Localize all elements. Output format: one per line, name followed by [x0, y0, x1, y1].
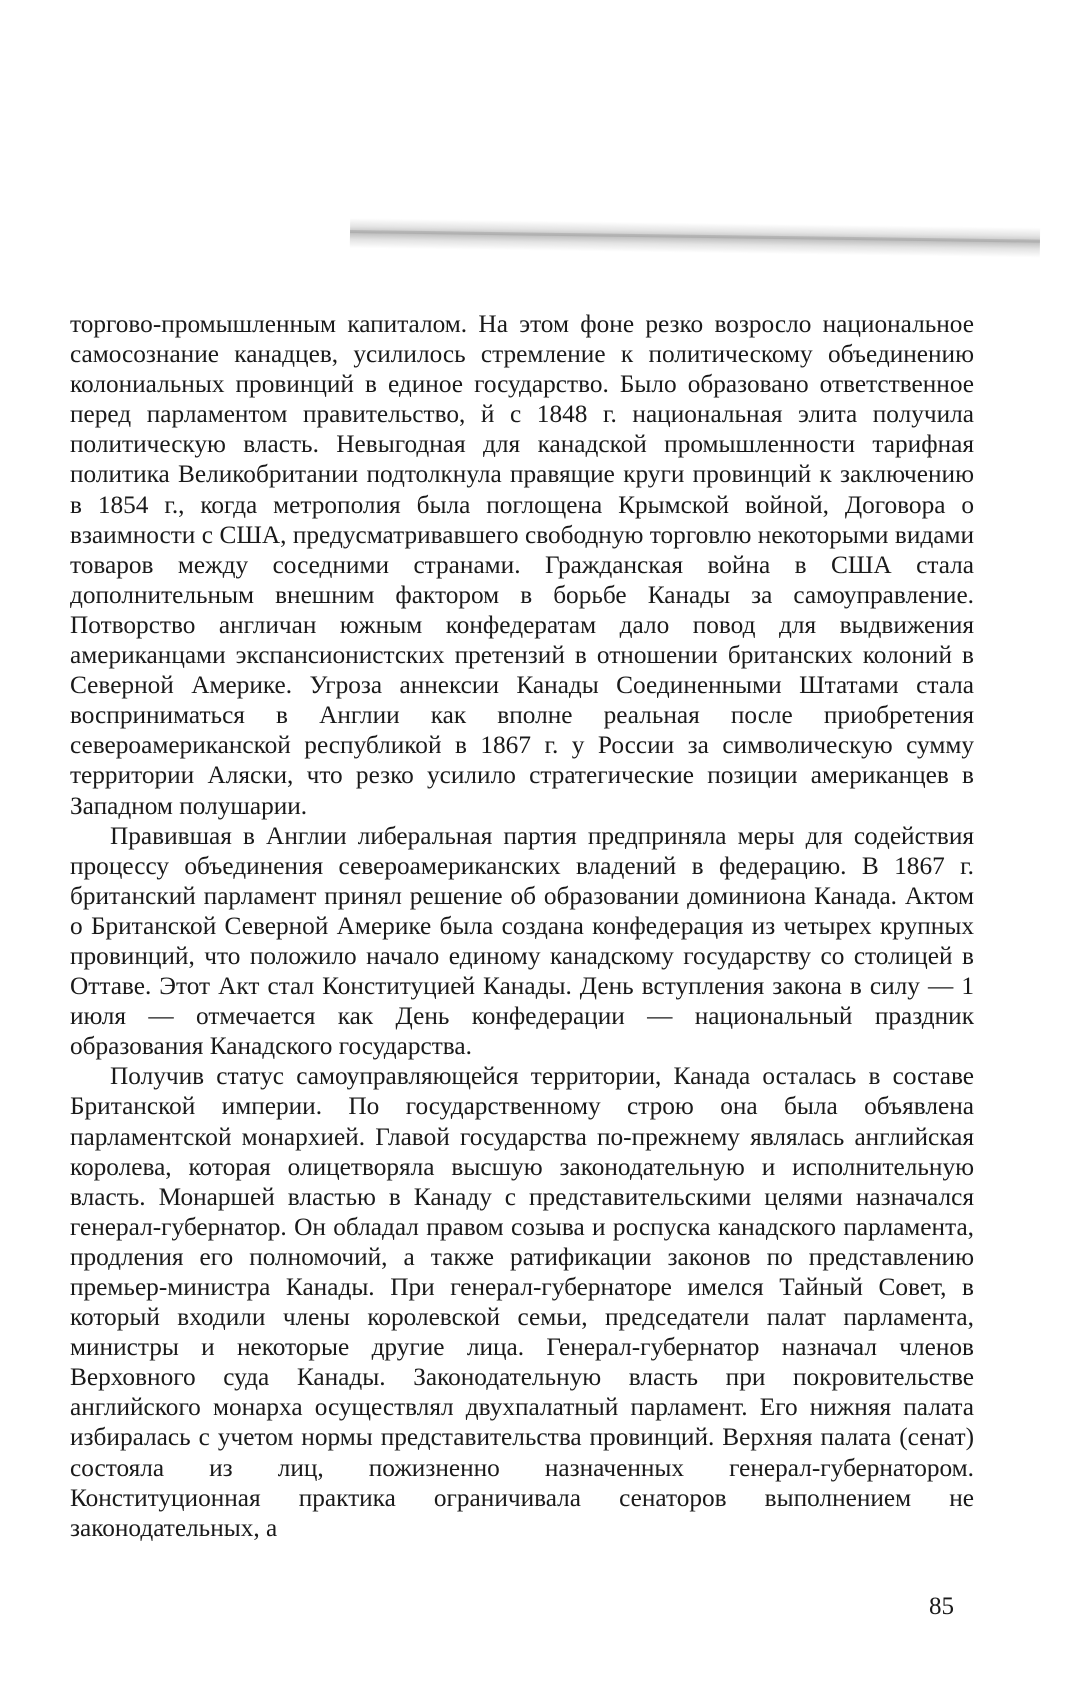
paragraph-1: торгово-промышленным капиталом. На этом фоне резко возросло национальное самосознание канадцев, усилилось стремление к политическому объединению колониальных провинций в единое государство. Было образовано ответственное перед парламентом правительство, й с 1848 г. национальная элита получила политическую власть. Невыгодная для канадской промышленности тарифная политика Великобритании подтолкнула правящие круги провинций к заключению в 1854 г., когда метрополия была поглощена Крымской войной, Договора о взаимности с США, предусматривавшего свободную торговлю некоторыми видами товаров между соседними странами. Гражданская война в США стала дополнительным внешним фактором в борьбе Канады за самоуправление. Потворство англичан южным конфедератам дало повод для выдвижения американцами экспансионистских претензий в отношении британских колоний в Северной Америке. Угроза аннексии Канады Соединенными Штатами стала восприниматься в Англии как вполне реальная после приобретения североамериканской республикой в 1867 г. у России за символическую сумму территории Аляски, что резко усилило стратегические позиции американцев в Западном полушарии.	[70, 310, 974, 820]
scan-artifact-streak	[350, 218, 1040, 258]
page-number: 85	[929, 1593, 954, 1620]
document-body	[70, 309, 974, 1543]
paragraph-3: Получив статус самоуправляющейся территории, Канада осталась в составе Британской империи. По государственному строю она была объявлена парламентской монархией. Главой государства по-прежнему являлась английская королева, которая олицетворяла высшую законодательную и исполнительную власть. Монаршей властью в Канаду с представительскими целями назначался генерал-губернатор. Он обладал правом созыва и роспуска канадского парламента, продления его полномочий, а также ратификации законов по представлению премьер-министра Канады. При генерал-губернаторе имелся Тайный Совет, в который входили члены королевской семьи, председатели палат парламента, министры и некоторые другие лица. Генерал-губернатор назначал членов Верховного суда Канады. Законодательную власть при покровительстве английского монарха осуществлял двухпалатный парламент. Его нижняя палата избиралась с учетом нормы представительства провинций. Верхняя палата (сенат) состояла из лиц, пожизненно назначенных генерал-губернатором. Конституционная практика ограничивала сенаторов выполнением не законодательных, а	[70, 1062, 974, 1542]
paragraph-2: Правившая в Англии либеральная партия предприняла меры для содействия процессу объединения североамериканских владений в федерацию. В 1867 г. британский парламент принял решение об образовании доминиона Канада. Актом о Британской Северной Америке была создана конфедерация из четырех крупных провинций, что положило начало единому канадскому государству со столицей в Оттаве. Этот Акт стал Конституцией Канады. День вступления закона в силу — 1 июля — отмечается как День конфедерации — национальный праздник образования Канадского государства.	[70, 821, 974, 1061]
